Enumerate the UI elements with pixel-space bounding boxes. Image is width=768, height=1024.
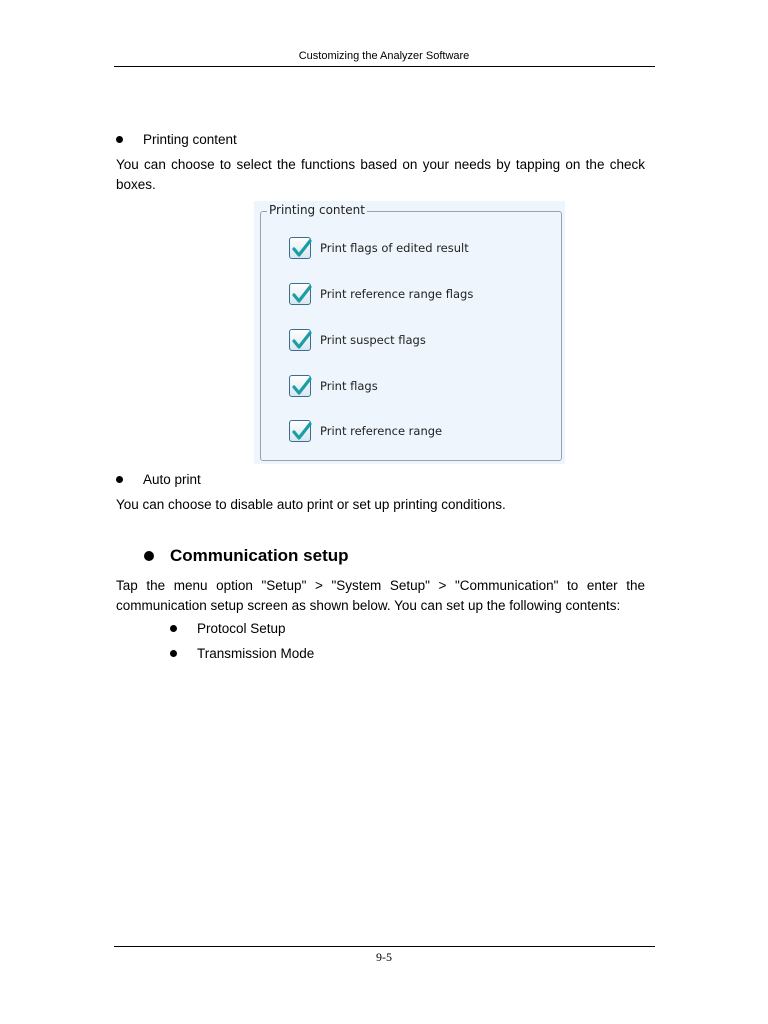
communication-description: Tap the menu option "Setup" > "System Setup" > "Communication" to enter the communication setup screen as shown below. You can set up the following contents: <box>116 578 645 613</box>
option-print-flags-edited[interactable] <box>289 237 469 259</box>
header-rule <box>114 66 655 67</box>
list-item-protocol-setup <box>170 621 286 636</box>
bullet-label: Printing content <box>143 132 237 147</box>
bullet-dot-icon <box>170 650 177 657</box>
bullet-dot-icon <box>170 625 177 632</box>
list-item-label: Transmission Mode <box>197 646 315 661</box>
section-title: Communication setup <box>170 546 349 565</box>
option-print-suspect-flags[interactable] <box>289 329 426 351</box>
option-print-reference-range-flags[interactable] <box>289 283 473 305</box>
option-label: Print flags <box>320 379 378 393</box>
checkbox-checked-icon[interactable] <box>289 283 311 305</box>
bullet-dot-icon <box>116 136 123 143</box>
auto-print-description: You can choose to disable auto print or set up printing conditions. <box>116 497 506 512</box>
list-item-label: Protocol Setup <box>197 621 286 636</box>
option-label: Print flags of edited result <box>320 241 469 255</box>
bullet-auto-print <box>116 472 201 487</box>
checkbox-checked-icon[interactable] <box>289 420 311 442</box>
bullet-dot-icon <box>144 551 154 561</box>
communication-heading <box>144 546 349 566</box>
page-number: 9-5 <box>376 950 392 964</box>
bullet-dot-icon <box>116 476 123 483</box>
bullet-label: Auto print <box>143 472 201 487</box>
printing-content-description: You can choose to select the functions based on your needs by tapping on the check boxes. <box>116 157 645 192</box>
list-item-transmission-mode <box>170 646 314 661</box>
checkbox-checked-icon[interactable] <box>289 329 311 351</box>
option-print-reference-range[interactable] <box>289 420 442 442</box>
bullet-printing-content <box>116 132 237 147</box>
option-label: Print reference range flags <box>320 287 474 301</box>
option-label: Print reference range <box>320 424 443 438</box>
option-label: Print suspect flags <box>320 333 426 347</box>
panel-title: Printing content <box>269 203 365 217</box>
checkbox-checked-icon[interactable] <box>289 375 311 397</box>
running-header: Customizing the Analyzer Software <box>298 50 470 62</box>
option-print-flags[interactable] <box>289 375 378 397</box>
checkbox-checked-icon[interactable] <box>289 237 311 259</box>
footer-rule <box>114 946 655 947</box>
